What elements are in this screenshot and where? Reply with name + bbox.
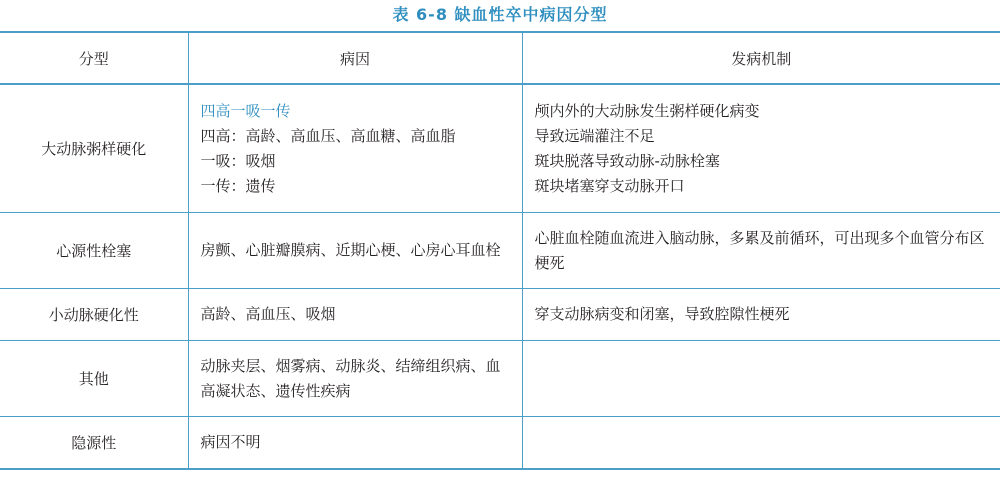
mechanism-line: 斑块脱落导致动脉-动脉栓塞 [534, 151, 720, 170]
mechanism-line: 颅内外的大动脉发生粥样硬化病变 [534, 101, 760, 120]
cause-line: 一吸：吸烟 [200, 151, 276, 170]
row-type: 隐源性 [0, 417, 188, 470]
mechanism-line: 斑块堵塞穿支动脉开口 [534, 176, 685, 195]
row-cause [188, 417, 522, 470]
header-cause: 病因 [188, 32, 522, 84]
row-type: 其他 [0, 341, 188, 417]
table-row [0, 213, 1000, 289]
row-cause [188, 213, 522, 289]
row-mechanism [522, 213, 1000, 289]
cause-text: 高龄、高血压、吸烟 [200, 305, 336, 323]
mechanism-text: 心脏血栓随血流进入脑动脉，多累及前循环，可出现多个血管分布区梗死 [534, 228, 985, 272]
table-row [0, 289, 1000, 341]
mechanism-text: 穿支动脉病变和闭塞，导致腔隙性梗死 [534, 305, 790, 323]
table-title: 表 6-8 缺血性卒中病因分型 [392, 5, 608, 24]
cause-text: 动脉夹层、烟雾病、动脉炎、结缔组织病、血高凝状态、遗传性疾病 [200, 356, 501, 400]
cause-text: 病因不明 [200, 433, 261, 451]
cause-line: 一传：遗传 [200, 176, 276, 195]
row-type: 大动脉粥样硬化 [0, 84, 188, 213]
row-cause [188, 341, 522, 417]
row-type: 心源性栓塞 [0, 213, 188, 289]
row-mechanism [522, 417, 1000, 470]
row-cause [188, 84, 522, 213]
row-mechanism [522, 84, 1000, 213]
cause-highlight: 四高一吸一传 [200, 101, 291, 120]
row-type: 小动脉硬化性 [0, 289, 188, 341]
mechanism-line: 导致远端灌注不足 [534, 126, 655, 145]
table-row [0, 417, 1000, 470]
table-row [0, 84, 1000, 213]
table-header-row [0, 32, 1000, 84]
etiology-table [0, 31, 1000, 470]
row-mechanism [522, 289, 1000, 341]
header-type: 分型 [0, 32, 188, 84]
cause-line: 四高：高龄、高血压、高血糖、高血脂 [200, 126, 456, 145]
header-mechanism: 发病机制 [522, 32, 1000, 84]
table-row [0, 341, 1000, 417]
cause-text: 房颤、心脏瓣膜病、近期心梗、心房心耳血栓 [200, 241, 501, 259]
row-cause [188, 289, 522, 341]
row-mechanism [522, 341, 1000, 417]
